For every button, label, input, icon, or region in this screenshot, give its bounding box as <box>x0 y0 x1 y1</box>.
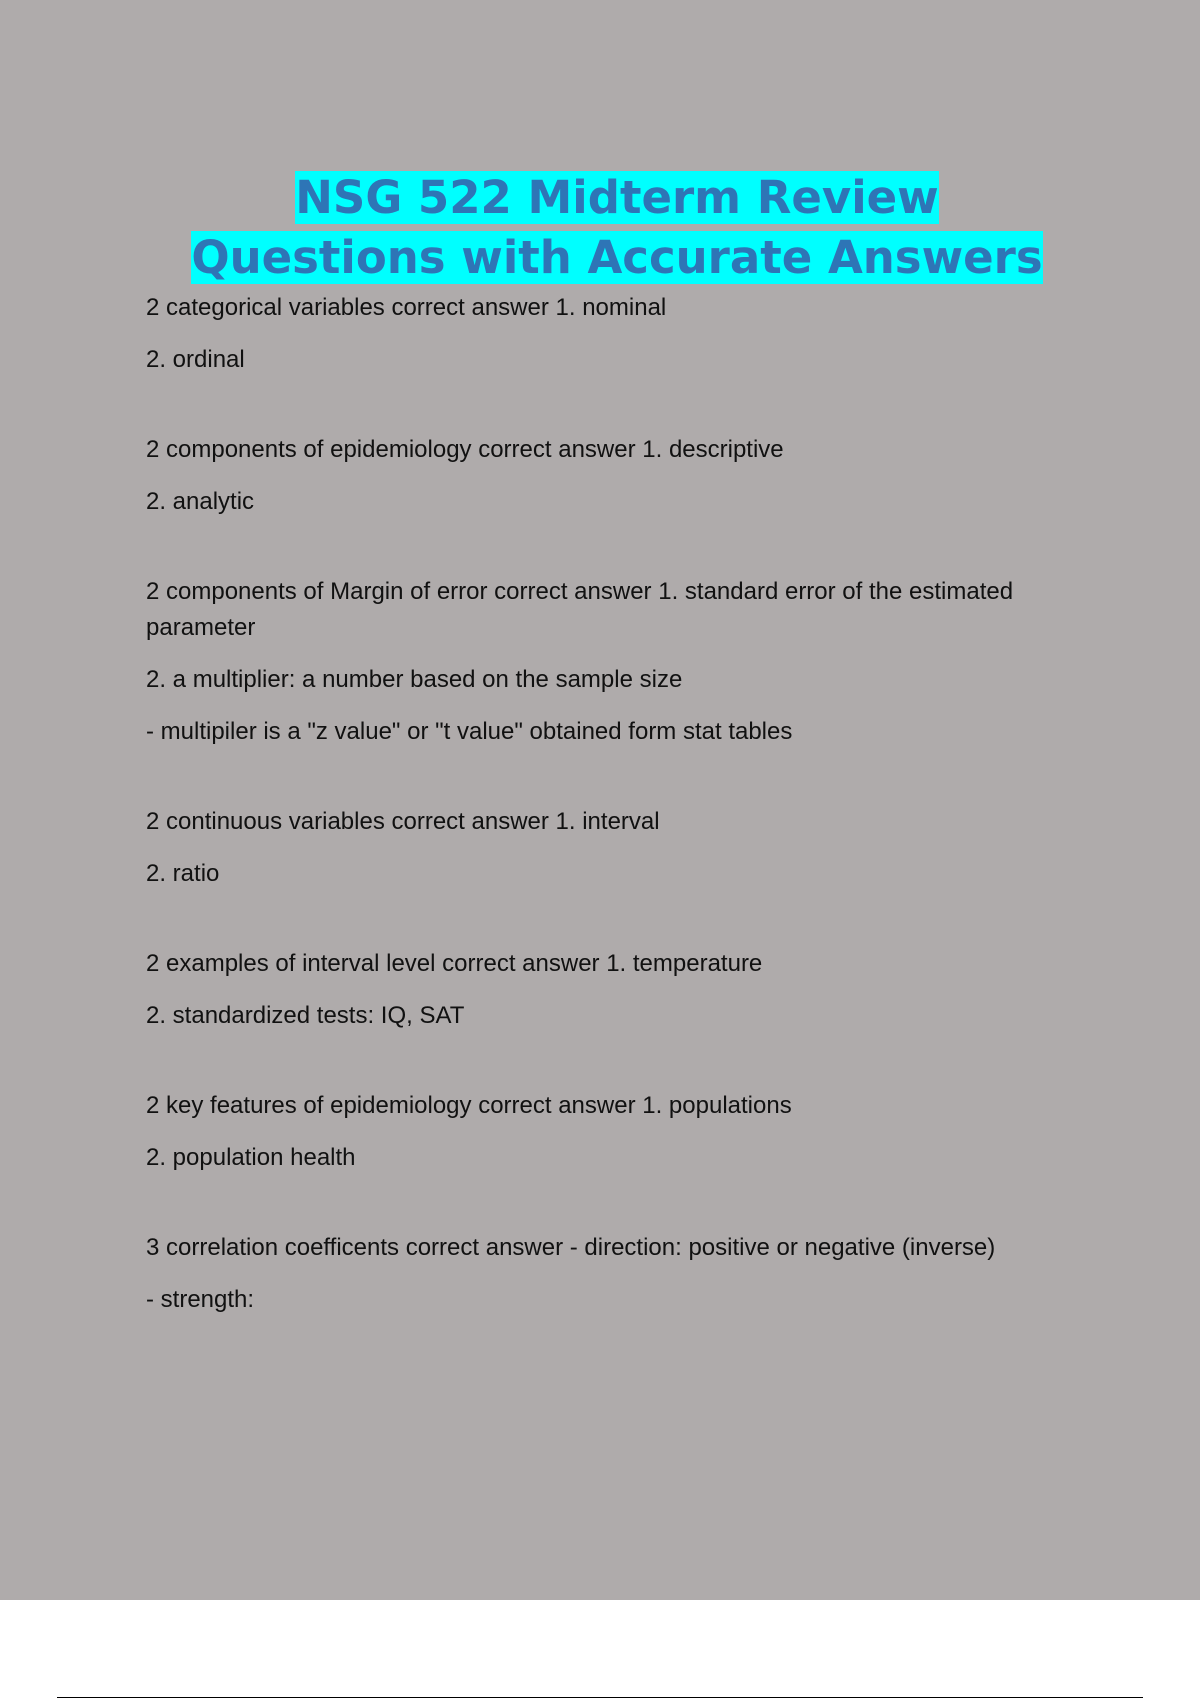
qa-item <box>146 290 1086 378</box>
qa-item <box>146 1088 1086 1176</box>
qa-question-line: 2 key features of epidemiology correct answer 1. populations <box>146 1092 792 1119</box>
qa-answer-line: 2. population health <box>146 1144 356 1171</box>
qa-item <box>146 432 1086 520</box>
title-line-2: Questions with Accurate Answers <box>191 231 1043 284</box>
qa-item <box>146 574 1086 750</box>
qa-answer-line: 2. standardized tests: IQ, SAT <box>146 1002 465 1029</box>
qa-answer-line: - strength: <box>146 1286 255 1313</box>
qa-item <box>146 1230 1086 1318</box>
qa-question-line: 2 components of Margin of error correct answer 1. standard error of the estimated parameter <box>146 578 1014 641</box>
qa-answer-line: 2. a multiplier: a number based on the sample size <box>146 666 683 693</box>
qa-item <box>146 804 1086 892</box>
qa-list <box>146 290 1086 1372</box>
qa-answer-line: - multipiler is a "z value" or "t value" obtained form stat tables <box>146 718 793 745</box>
title-line-1: NSG 522 Midterm Review <box>295 171 939 224</box>
footer-divider <box>57 1697 1143 1698</box>
qa-question-line: 2 categorical variables correct answer 1. nominal <box>146 294 667 321</box>
qa-item <box>146 946 1086 1034</box>
qa-answer-line: 2. ordinal <box>146 346 245 373</box>
qa-question-line: 2 components of epidemiology correct answer 1. descriptive <box>146 436 784 463</box>
qa-question-line: 3 correlation coefficents correct answer - direction: positive or negative (inverse) <box>146 1234 996 1261</box>
qa-answer-line: 2. ratio <box>146 860 220 887</box>
qa-question-line: 2 examples of interval level correct answer 1. temperature <box>146 950 763 977</box>
document-title <box>0 168 1200 288</box>
qa-question-line: 2 continuous variables correct answer 1. interval <box>146 808 660 835</box>
qa-answer-line: 2. analytic <box>146 488 255 515</box>
